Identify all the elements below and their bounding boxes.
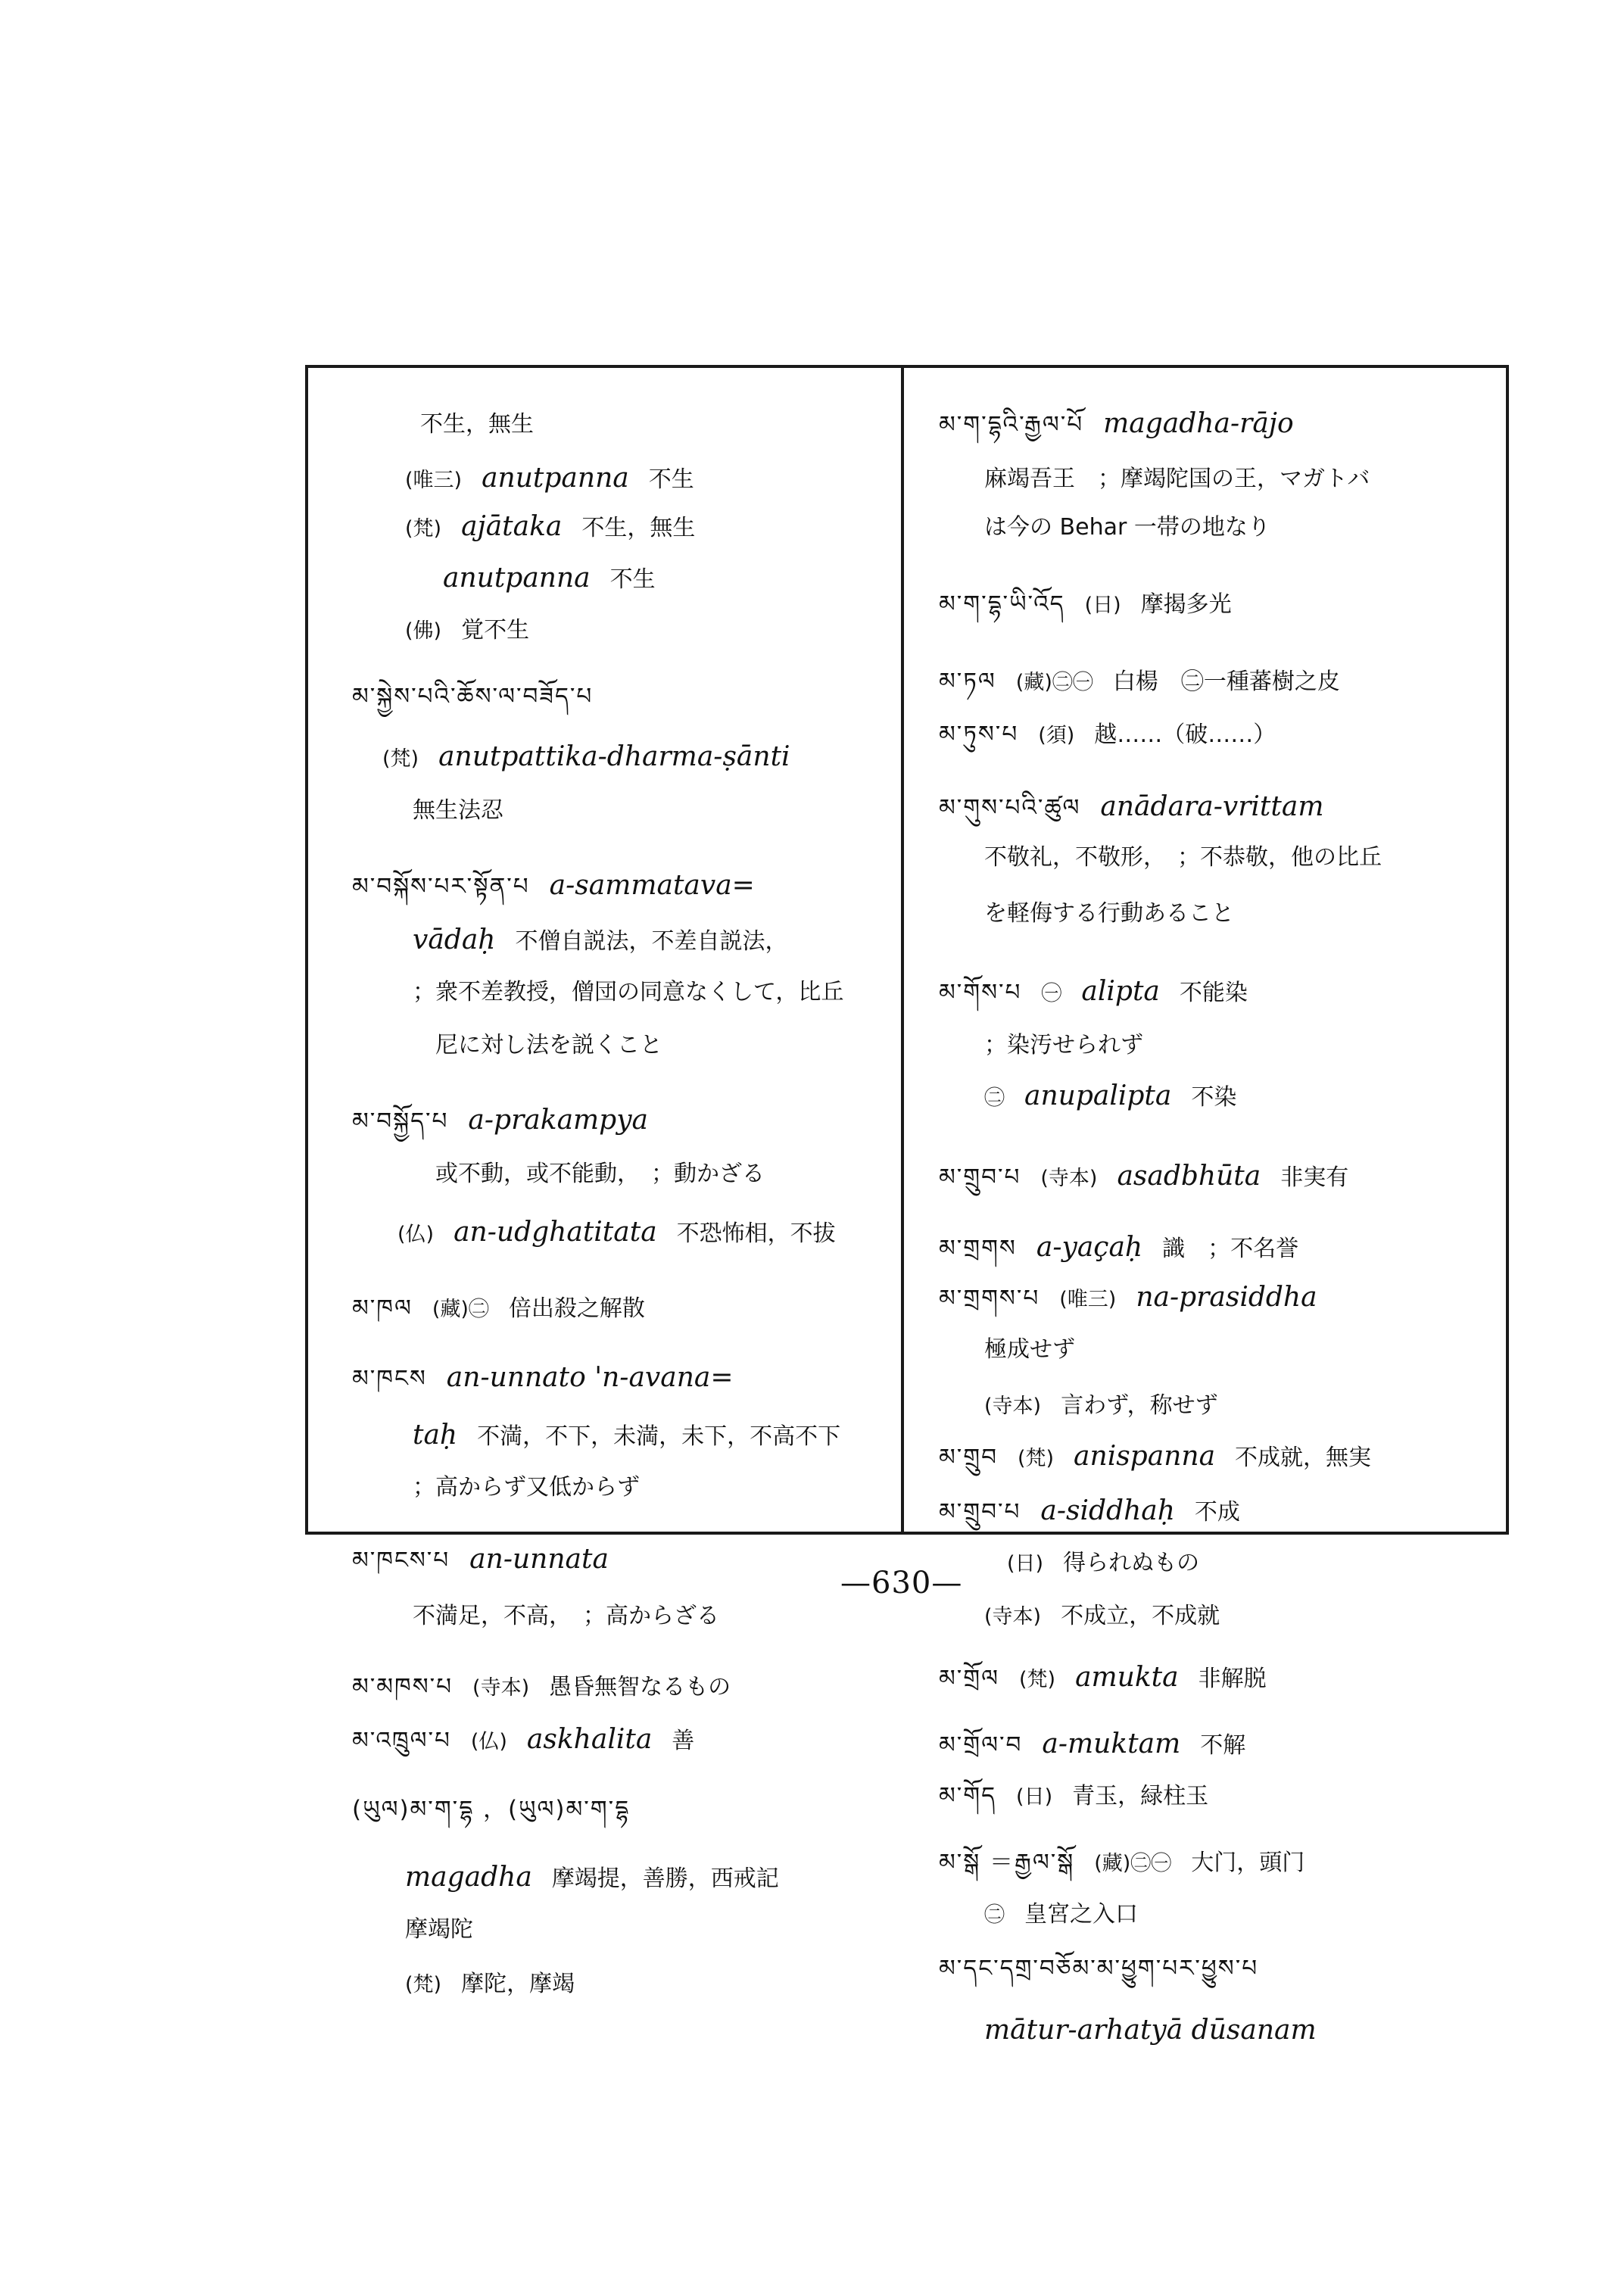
source-tag: (藏)㊁㊀ bbox=[1015, 671, 1093, 694]
dictionary-line bbox=[939, 1729, 1265, 1761]
gloss-text: は今の Behar 一帯の地なり bbox=[984, 514, 1270, 541]
dictionary-line bbox=[405, 1968, 594, 2000]
dictionary-line bbox=[984, 463, 1389, 494]
gloss-text: 不満足，不高， ；高からざる bbox=[413, 1603, 719, 1629]
gloss-text: 大门，頭门 bbox=[1191, 1850, 1305, 1876]
gloss-text: 或不動，或不能動， ；動かざる bbox=[435, 1161, 765, 1187]
gloss-text: 皇宮之入口 bbox=[1024, 1901, 1138, 1928]
dictionary-line bbox=[984, 1334, 1095, 1365]
tibetan-headword: མ་འཁྲུལ་པ bbox=[352, 1727, 451, 1754]
sanskrit-term: a-siddhaḥ bbox=[1040, 1495, 1175, 1526]
source-tag: (日) bbox=[1007, 1552, 1044, 1576]
dictionary-line bbox=[397, 1217, 856, 1250]
sanskrit-term: vādaḥ bbox=[413, 924, 496, 955]
dictionary-line bbox=[984, 1899, 1158, 1931]
dictionary-line bbox=[939, 589, 1252, 621]
column-divider bbox=[901, 365, 904, 1535]
gloss-text: 言わず，称せず bbox=[1061, 1392, 1218, 1419]
dictionary-line bbox=[352, 1293, 665, 1325]
dictionary-line bbox=[352, 871, 775, 902]
dictionary-line bbox=[352, 1794, 650, 1825]
dictionary-line bbox=[939, 1161, 1368, 1194]
source-tag: ㊀ bbox=[1041, 982, 1062, 1005]
sanskrit-term: anādara-vrittam bbox=[1100, 791, 1324, 822]
gloss-text: 不恐怖相，不拔 bbox=[676, 1220, 836, 1247]
gloss-text: 非実有 bbox=[1280, 1164, 1349, 1191]
dictionary-line bbox=[984, 2015, 1336, 2046]
source-tag: (寺本) bbox=[984, 1395, 1042, 1418]
source-tag: ㊁ bbox=[984, 1903, 1005, 1927]
sanskrit-term: anutpanna bbox=[443, 563, 591, 594]
tibetan-headword: མ་བསྐོས་པར་སྟོན་པ bbox=[352, 873, 530, 900]
sanskrit-term: anispanna bbox=[1074, 1441, 1216, 1472]
gloss-text: 不染 bbox=[1191, 1084, 1237, 1111]
source-tag: (日) bbox=[1016, 1785, 1053, 1809]
tibetan-headword: མ་གྲུབ bbox=[939, 1444, 998, 1471]
tibetan-headword: མ་ག་དྷ་ཡི་འོད bbox=[939, 591, 1065, 618]
dictionary-line bbox=[413, 1420, 860, 1452]
tibetan-headword: (ཡུལ)མ་ག་དྷ ，(ཡུལ)མ་ག་དྷ bbox=[352, 1796, 631, 1823]
dictionary-line bbox=[405, 1914, 493, 1945]
source-tag: (梵) bbox=[382, 747, 419, 771]
dictionary-line bbox=[939, 1847, 1324, 1879]
gloss-text: 白楊 ㊁一種蕃樹之皮 bbox=[1112, 669, 1340, 695]
source-tag: (仏) bbox=[397, 1223, 435, 1246]
dictionary-line bbox=[939, 1283, 1337, 1315]
tibetan-headword: མ་སྒོ ＝རྒྱལ་སྒོ bbox=[939, 1849, 1075, 1876]
sanskrit-term: mātur-arhatyā dūsanam bbox=[984, 2015, 1317, 2046]
sanskrit-term: anutpattika-dharma-ṣānti bbox=[438, 741, 790, 772]
gloss-text: 不生 bbox=[609, 566, 656, 593]
dictionary-line bbox=[352, 1105, 668, 1136]
dictionary-line bbox=[984, 1601, 1239, 1632]
gloss-text: 識 ；不名誉 bbox=[1162, 1236, 1299, 1262]
source-tag: (仏) bbox=[470, 1730, 507, 1753]
dictionary-line bbox=[405, 1862, 799, 1894]
dictionary-line bbox=[443, 563, 675, 595]
source-tag: (梵) bbox=[405, 1973, 442, 1996]
sanskrit-term: ajātaka bbox=[461, 511, 563, 542]
dictionary-line bbox=[984, 898, 1254, 929]
sanskrit-term: an-unnato 'n-avana= bbox=[446, 1362, 734, 1393]
dictionary-line bbox=[352, 681, 613, 712]
sanskrit-term: magadha-rājo bbox=[1103, 408, 1294, 439]
source-tag: (藏)㊁ bbox=[432, 1298, 489, 1321]
tibetan-headword: མ་གྲུབ་པ bbox=[939, 1164, 1021, 1191]
dictionary-line bbox=[939, 1663, 1286, 1695]
dictionary-line bbox=[352, 1363, 753, 1394]
dictionary-line bbox=[984, 1390, 1238, 1422]
gloss-text: 不解 bbox=[1200, 1732, 1246, 1759]
dictionary-line bbox=[939, 977, 1267, 1009]
dictionary-line bbox=[939, 1496, 1260, 1528]
sanskrit-term: an-udghatitata bbox=[454, 1217, 657, 1248]
dictionary-line bbox=[939, 792, 1343, 823]
gloss-text: 非解脱 bbox=[1198, 1666, 1267, 1692]
source-tag: (唯三) bbox=[1059, 1288, 1117, 1311]
gloss-text: 善 bbox=[672, 1728, 695, 1754]
gloss-text: ；衆不差教授，僧団の同意なくして，比丘 bbox=[413, 979, 844, 1005]
dictionary-line bbox=[420, 409, 553, 440]
source-tag: (寺本) bbox=[984, 1605, 1042, 1629]
tibetan-headword: མ་ཁངས་པ bbox=[352, 1547, 450, 1574]
gloss-text: 摩竭提，善勝，西戒記 bbox=[551, 1865, 779, 1892]
gloss-text: 不能染 bbox=[1179, 980, 1248, 1006]
tibetan-headword: མ་གྲོལ bbox=[939, 1665, 999, 1692]
gloss-text: 摩陀，摩竭 bbox=[461, 1971, 575, 1997]
dictionary-line bbox=[405, 615, 549, 647]
tibetan-headword: མ་ག་དྷའི་རྒྱལ་པོ bbox=[939, 411, 1084, 438]
gloss-text: 覚不生 bbox=[461, 617, 530, 644]
gloss-text: 愚昏無智なるもの bbox=[549, 1674, 731, 1700]
sanskrit-term: magadha bbox=[405, 1862, 532, 1893]
gloss-text: 倍出殺之解散 bbox=[508, 1295, 645, 1322]
gloss-text: 不生 bbox=[648, 466, 694, 493]
tibetan-headword: མ་མཁས་པ bbox=[352, 1673, 454, 1700]
sanskrit-term: a-yaçaḥ bbox=[1036, 1232, 1143, 1263]
tibetan-headword: མ་དང་དགྲ་བཅོམ་མ་ཕྱུག་པར་ཕྱུས་པ bbox=[939, 1955, 1259, 1982]
sanskrit-term: a-prakampya bbox=[468, 1105, 649, 1136]
source-tag: (寺本) bbox=[1040, 1167, 1098, 1190]
dictionary-line bbox=[435, 1030, 682, 1061]
gloss-text: 摩揭多光 bbox=[1140, 591, 1232, 618]
dictionary-line bbox=[939, 1233, 1318, 1264]
gloss-text: 無生法忍 bbox=[413, 797, 503, 824]
dictionary-line bbox=[352, 1725, 714, 1757]
tibetan-headword: མ་ཏུས་པ bbox=[939, 721, 1019, 748]
gloss-text: 不満，不下，未満，未下，不高不下 bbox=[477, 1423, 841, 1450]
dictionary-line bbox=[939, 1953, 1278, 1984]
dictionary-line bbox=[405, 512, 715, 544]
dictionary-line bbox=[352, 1672, 750, 1703]
tibetan-headword: མ་གྲུབ་པ bbox=[939, 1498, 1021, 1526]
page-number: —630— bbox=[840, 1566, 963, 1601]
gloss-text: ；高からず又低からず bbox=[413, 1474, 640, 1501]
tibetan-headword: མ་ཏལ bbox=[939, 668, 996, 695]
source-tag: (寺本) bbox=[472, 1676, 530, 1700]
tibetan-headword: མ་གྲགས་པ bbox=[939, 1285, 1040, 1312]
dictionary-line bbox=[984, 512, 1290, 543]
source-tag: (佛) bbox=[405, 619, 442, 643]
dictionary-line bbox=[939, 1781, 1228, 1812]
dictionary-line bbox=[435, 1158, 784, 1189]
dictionary-line bbox=[413, 1601, 739, 1632]
gloss-text: 極成せず bbox=[984, 1336, 1075, 1363]
sanskrit-term: askhalita bbox=[526, 1724, 653, 1755]
gloss-text: 青玉，緑柱玉 bbox=[1072, 1783, 1209, 1809]
tibetan-headword: མ་གྲོལ་བ bbox=[939, 1731, 1023, 1759]
sanskrit-term: amukta bbox=[1075, 1662, 1179, 1693]
gloss-text: 得られぬもの bbox=[1063, 1550, 1200, 1576]
dictionary-line bbox=[1007, 1548, 1219, 1579]
sanskrit-term: a-muktam bbox=[1042, 1728, 1181, 1759]
gloss-text: 不成 bbox=[1194, 1499, 1240, 1526]
dictionary-line bbox=[382, 742, 810, 775]
tibetan-headword: མ་ཁངས bbox=[352, 1365, 427, 1392]
sanskrit-term: anutpanna bbox=[482, 463, 629, 494]
source-tag: (梵) bbox=[1017, 1447, 1055, 1470]
dictionary-line bbox=[939, 666, 1360, 698]
source-tag: (須) bbox=[1038, 724, 1075, 747]
sanskrit-term: a-sammatava= bbox=[549, 870, 755, 901]
dictionary-line bbox=[413, 795, 523, 826]
tibetan-headword: མ་གུས་པའི་ཚུལ bbox=[939, 794, 1081, 821]
sanskrit-term: alipta bbox=[1081, 976, 1160, 1007]
gloss-text: 不僧自説法，不差自説法， bbox=[515, 928, 788, 955]
tibetan-headword: མ་བསྐྱོད་པ bbox=[352, 1108, 449, 1135]
gloss-text: 不成就，無実 bbox=[1235, 1445, 1372, 1471]
dictionary-line bbox=[939, 1442, 1391, 1474]
dictionary-line bbox=[984, 1030, 1163, 1061]
dictionary-line bbox=[413, 925, 808, 957]
gloss-text: 不生，無生 bbox=[420, 411, 534, 438]
gloss-text: 尼に対し法を説くこと bbox=[435, 1032, 662, 1058]
source-tag: (日) bbox=[1084, 594, 1121, 617]
dictionary-line bbox=[413, 977, 863, 1008]
tibetan-headword: མ་སྐྱེས་པའི་ཆོས་ལ་བཟོད་པ bbox=[352, 683, 594, 710]
sanskrit-term: taḥ bbox=[413, 1420, 458, 1451]
dictionary-line bbox=[405, 463, 714, 496]
dictionary-line bbox=[984, 1081, 1256, 1114]
tibetan-headword: མ་ཁལ bbox=[352, 1295, 413, 1322]
gloss-text: 不生，無生 bbox=[581, 515, 696, 541]
tibetan-headword: མ་གོད bbox=[939, 1782, 997, 1809]
sanskrit-term: anupalipta bbox=[1024, 1080, 1172, 1111]
gloss-text: 摩竭陀 bbox=[405, 1916, 473, 1943]
gloss-text: ；染汚せられず bbox=[984, 1032, 1143, 1058]
gloss-text: 不成立，不成就 bbox=[1061, 1603, 1220, 1629]
sanskrit-term: an-unnata bbox=[469, 1544, 609, 1575]
sanskrit-term: na-prasiddha bbox=[1136, 1282, 1317, 1313]
dictionary-line bbox=[413, 1472, 659, 1503]
source-tag: ㊁ bbox=[984, 1086, 1005, 1110]
dictionary-line bbox=[984, 842, 1401, 873]
dictionary-line bbox=[939, 719, 1295, 751]
tibetan-headword: མ་གྲགས bbox=[939, 1235, 1017, 1262]
gloss-text: 麻竭吾王 ；摩竭陀国の王，マガトバ bbox=[984, 466, 1370, 492]
dictionary-line bbox=[939, 409, 1314, 440]
dictionary-line bbox=[352, 1544, 628, 1576]
source-tag: (唯三) bbox=[405, 469, 463, 492]
gloss-text: 不敬礼，不敬形， ；不恭敬，他の比丘 bbox=[984, 844, 1382, 871]
tibetan-headword: མ་གོས་པ bbox=[939, 979, 1022, 1006]
sanskrit-term: asadbhūta bbox=[1117, 1161, 1261, 1192]
gloss-text: 越……（破……） bbox=[1094, 722, 1276, 748]
source-tag: (梵) bbox=[405, 517, 442, 541]
gloss-text: を軽侮する行動あること bbox=[984, 900, 1234, 927]
source-tag: (梵) bbox=[1018, 1668, 1056, 1691]
source-tag: (藏)㊁㊀ bbox=[1094, 1852, 1172, 1875]
